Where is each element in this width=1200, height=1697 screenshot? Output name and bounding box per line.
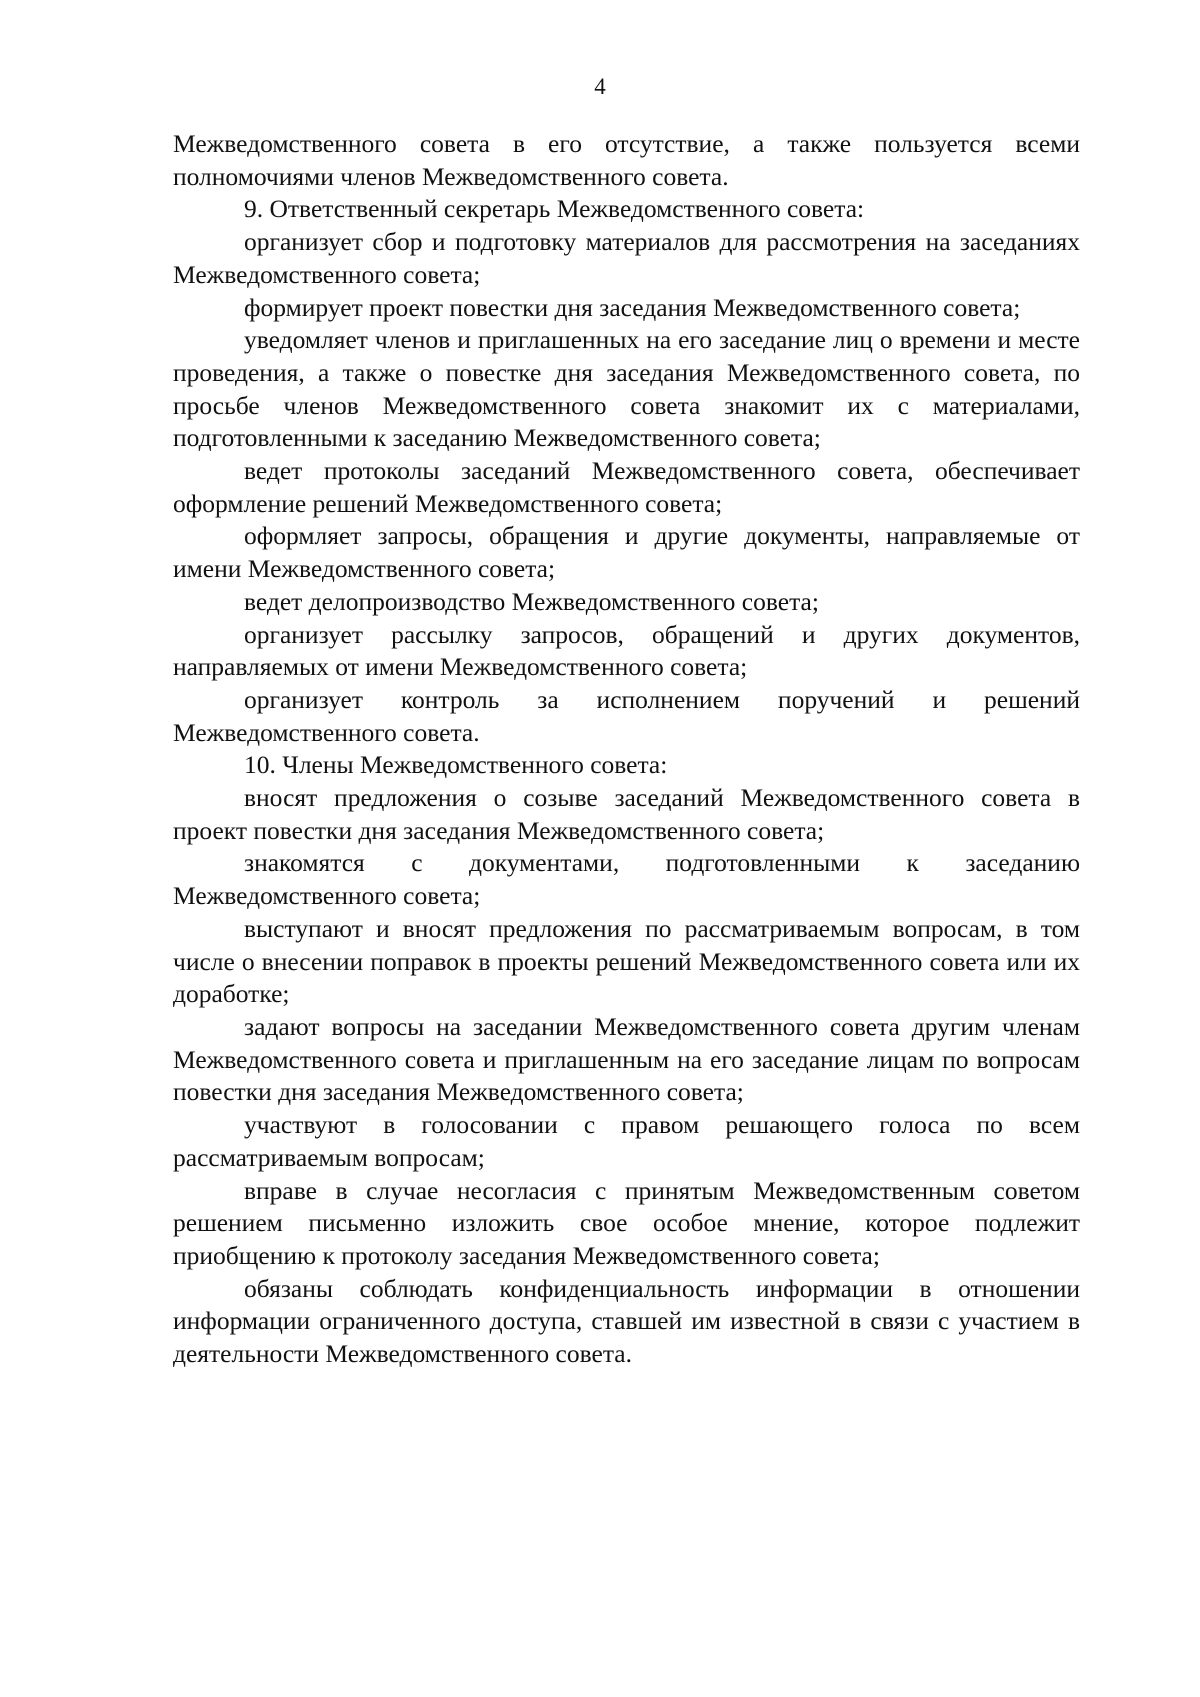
paragraph: обязаны соблюдать конфиденциальность информации в отношении информации ограниченного доступа, ставшей им известной в связи с участием в деятельности Межведомственного совета. [173, 1273, 1080, 1369]
section-heading-10: 10. Члены Межведомственного совета: [244, 750, 668, 780]
paragraph: формирует проект повестки дня заседания Межведомственного совета; [244, 292, 1021, 322]
paragraph: уведомляет членов и приглашенных на его заседание лиц о времени и месте проведения, а также о повестке дня заседания Межведомственного совета, по просьбе членов Межведомственного совета знакомит их с материалами, подготовленными к заседанию Межведомственного совета; [173, 325, 1080, 453]
paragraph: ведет делопроизводство Межведомственного совета; [244, 586, 819, 616]
paragraph: ведет протоколы заседаний Межведомственного совета, обеспечивает оформление решений Межведомственного совета; [173, 456, 1080, 518]
paragraph: организует сбор и подготовку материалов для рассмотрения на заседаниях Межведомственного совета; [173, 227, 1080, 289]
paragraph: вносят предложения о созыве заседаний Межведомственного совета в проект повестки дня заседания Межведомственного совета; [173, 783, 1080, 845]
paragraph: организует рассылку запросов, обращений и других документов, направляемых от имени Межведомственного совета; [173, 619, 1080, 682]
paragraph-continuation: Межведомственного совета в его отсутствие, а также пользуется всеми полномочиями членов Межведомственного совета. [173, 129, 1080, 191]
paragraph: организует контроль за исполнением поручений и решений Межведомственного совета. [173, 684, 1080, 747]
paragraph: вправе в случае несогласия с принятым Межведомственным советом решением письменно изложить свое особое мнение, которое подлежит приобщению к протоколу заседания Межведомственного совета; [173, 1175, 1080, 1270]
section-heading-9: 9. Ответственный секретарь Межведомственного совета: [244, 194, 865, 224]
paragraph: оформляет запросы, обращения и другие документы, направляемые от имени Межведомственного совета; [173, 521, 1080, 584]
page-number: 4 [594, 74, 606, 99]
paragraph: участвуют в голосовании с правом решающего голоса по всем рассматриваемым вопросам; [173, 1110, 1080, 1172]
paragraph: задают вопросы на заседании Межведомственного совета другим членам Межведомственного совета и приглашенным на его заседание лицам по вопросам повестки дня заседания Межведомственного совета; [173, 1011, 1080, 1107]
paragraph: знакомятся с документами, подготовленными к заседанию Межведомственного совета; [173, 848, 1080, 911]
document-body [173, 128, 1080, 1371]
paragraph: выступают и вносят предложения по рассматриваемым вопросам, в том числе о внесении поправок в проекты решений Межведомственного совета или их доработке; [173, 913, 1080, 1009]
